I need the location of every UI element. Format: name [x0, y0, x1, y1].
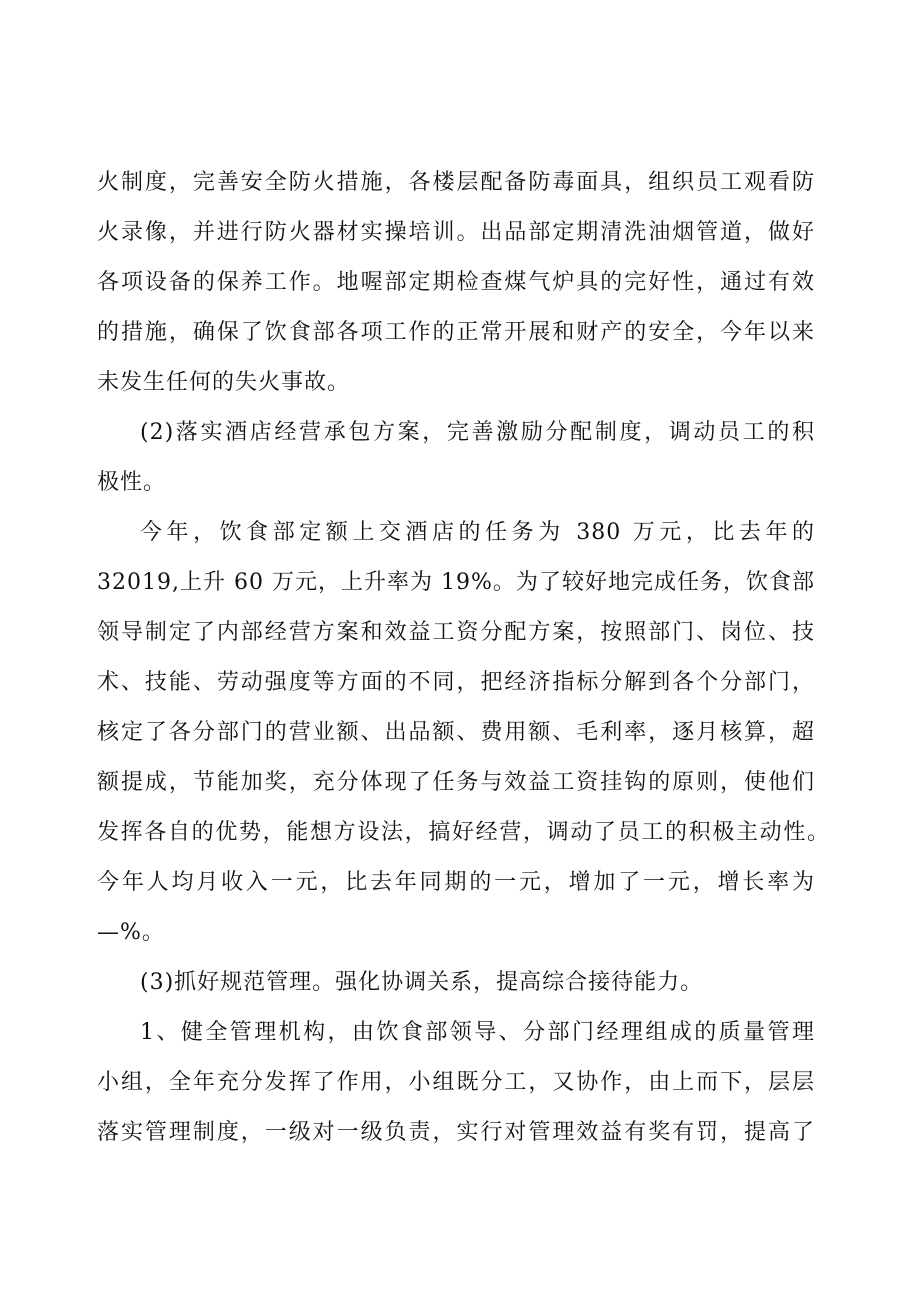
- text-line: 的措施，确保了饮食部各项工作的正常开展和财产的安全，今年以来: [97, 320, 815, 345]
- text-line: 未发生任何的失火事故。: [97, 370, 351, 395]
- text-line: 火录像，并进行防火器材实操培训。出品部定期清洗油烟管道，做好: [97, 220, 815, 245]
- text-line: 小组，全年充分发挥了作用，小组既分工，又协作，由上而下，层层: [97, 1070, 815, 1095]
- text-line: 核定了各分部门的营业额、出品额、费用额、毛利率，逐月核算，超: [97, 720, 815, 745]
- text-line: (2)落实酒店经营承包方案，完善激励分配制度，调动员工的积: [140, 420, 815, 445]
- text-line: 今年，饮食部定额上交酒店的任务为 380 万元，比去年的: [140, 520, 815, 545]
- text-line: 极性。: [97, 470, 167, 495]
- text-line: 领导制定了内部经营方案和效益工资分配方案，按照部门、岗位、技: [97, 620, 815, 645]
- text-line: 火制度，完善安全防火措施，各楼层配备防毒面具，组织员工观看防: [97, 170, 815, 195]
- text-line: 落实管理制度，一级对一级负责，实行对管理效益有奖有罚，提高了: [97, 1120, 815, 1145]
- text-line: 额提成，节能加奖，充分体现了任务与效益工资挂钩的原则，使他们: [97, 770, 815, 795]
- text-line: 各项设备的保养工作。地喔部定期检查煤气炉具的完好性，通过有效: [97, 270, 815, 295]
- text-line: 术、技能、劳动强度等方面的不同，把经济指标分解到各个分部门，: [97, 670, 815, 695]
- text-line: 1、健全管理机构，由饮食部领导、分部门经理组成的质量管理: [140, 1020, 815, 1045]
- text-line: 发挥各自的优势，能想方设法，搞好经营，调动了员工的积极主动性。: [97, 820, 830, 845]
- text-line: 今年人均月收入一元，比去年同期的一元，增加了一元，增长率为: [97, 870, 815, 895]
- text-line: (3)抓好规范管理。强化协调关系，提高综合接待能力。: [140, 970, 704, 995]
- text-line: 32019,上升 60 万元，上升率为 19%。为了较好地完成任务，饮食部: [97, 570, 815, 595]
- text-line: —%。: [97, 920, 165, 945]
